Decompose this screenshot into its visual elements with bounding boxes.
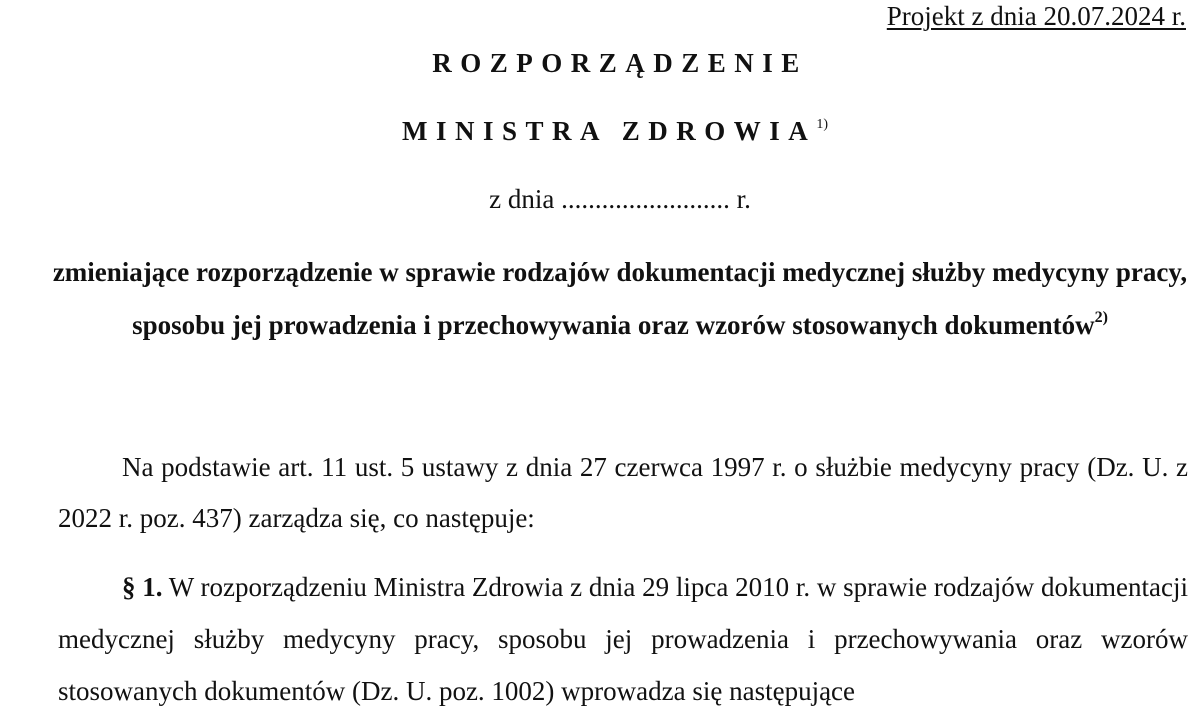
- regulation-subject-text: zmieniające rozporządzenie w sprawie rodzajów dokumentacji medycznej służby medycyny pracy, sposobu jej prowadzenia i przechowywania oraz wzorów stosowanych dokumentów: [52, 257, 1188, 340]
- section-1-paragraph: [58, 561, 1188, 717]
- issue-date-line: z dnia ......................... r.: [489, 184, 751, 214]
- legal-basis-paragraph: Na podstawie art. 11 ust. 5 ustawy z dnia 27 czerwca 1997 r. o służbie medycyny pracy (Dz. U. z 2022 r. poz. 437) zarządza się, co następuje:: [58, 452, 1188, 533]
- footnote-marker-1: 1): [816, 117, 828, 132]
- issuing-authority-title: [0, 116, 1200, 147]
- project-date-label: Projekt z dnia 20.07.2024 r.: [886, 1, 1186, 31]
- document-type-text: ROZPORZĄDZENIE: [432, 48, 808, 78]
- document-type-title: [0, 48, 1200, 79]
- section-1-text: W rozporządzeniu Ministra Zdrowia z dnia 29 lipca 2010 r. w sprawie rodzajów dokumentacji medycznej służby medycyny pracy, sposobu jej prowadzenia i przechowywania oraz wzorów stosowanych dokumentów (Dz. U. poz. 1002) wprowadza się następujące: [58, 572, 1189, 706]
- regulation-subject: [30, 248, 1200, 349]
- footnote-marker-2: 2): [1094, 309, 1108, 326]
- section-number: § 1.: [122, 572, 163, 602]
- issuing-authority-text: MINISTRA ZDROWIA: [402, 116, 817, 146]
